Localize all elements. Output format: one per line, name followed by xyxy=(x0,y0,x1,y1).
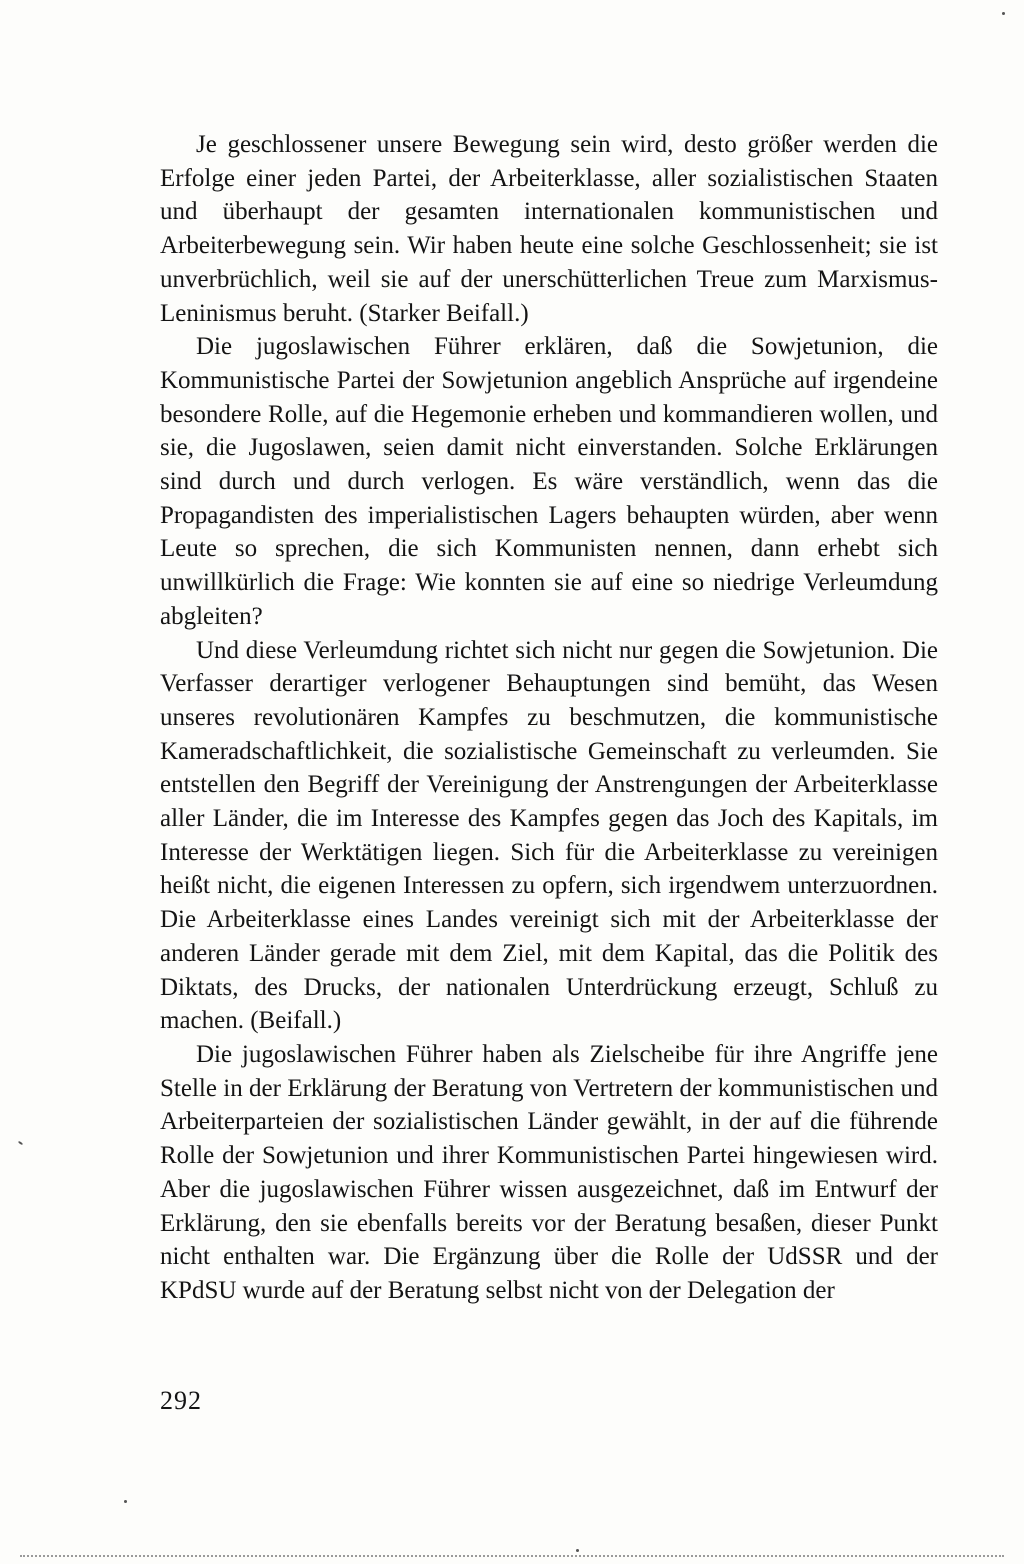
scan-speck xyxy=(1002,12,1005,15)
paragraph-3: Und diese Verleumdung richtet sich nicht nur gegen die Sowjetunion. Die Verfasser derartiger verlogener Behauptungen sind bemüht, das Wesen unseres revolutionären Kampfes zu beschmutzen, die kommunistische Kameradschaftlichkeit, die sozialistische Gemeinschaft zu verleumden. Sie entstellen den Begriff der Vereinigung der Anstrengungen der Arbeiterklasse aller Länder, die im Interesse des Kampfes gegen das Joch des Kapitals, im Interesse der Werktätigen liegen. Sich für die Arbeiterklasse zu vereinigen heißt nicht, die eigenen Interessen zu opfern, sich irgendwem unterzuordnen. Die Arbeiterklasse eines Landes vereinigt sich mit der Arbeiterklasse der anderen Länder gerade mit dem Ziel, mit dem Kapital, das die Politik des Diktats, des Drucks, der nationalen Unterdrückung erzeugt, Schluß zu machen. (Beifall.) xyxy=(160,636,938,1035)
scan-speck xyxy=(576,1549,579,1552)
scan-bottom-edge xyxy=(20,1555,1004,1557)
scan-speck xyxy=(18,1141,23,1146)
paragraph-2: Die jugoslawischen Führer erklären, daß die Sowjetunion, die Kommunistische Partei der Sowjetunion angeblich Ansprüche auf irgendeine besondere Rolle, auf die Hegemonie erheben und kommandieren wollen, und sie, die Jugoslawen, seien damit nicht einverstanden. Solche Erklärungen sind durch und durch verlogen. Es wäre verständlich, wenn das die Propagandisten des imperialistischen Lagers behaupten würden, aber wenn Leute so sprechen, die sich Kommunisten nennen, dann erhebt sich unwillkürlich die Frage: Wie konnten sie auf eine so niedrige Verleumdung abgleiten? xyxy=(160,333,938,630)
paragraph-1: Je geschlossener unsere Bewegung sein wird, desto größer werden die Erfolge einer jeden Partei, der Arbeiterklasse, aller sozialistischen Staaten und überhaupt der gesamten internationalen kommunistischen und Arbeiterbewegung sein. Wir haben heute eine solche Geschlossenheit; sie ist unverbrüchlich, weil sie auf der unerschütterlichen Treue zum Marxismus-Leninismus beruht. (Starker Beifall.) xyxy=(160,131,938,327)
body-text xyxy=(160,128,938,1308)
scan-speck xyxy=(124,1500,127,1503)
page-number: 292 xyxy=(160,1386,202,1415)
paragraph-4: Die jugoslawischen Führer haben als Zielscheibe für ihre Angriffe jene Stelle in der Erklärung der Beratung von Vertretern der kommunistischen und Arbeiterparteien der sozialistischen Länder gewählt, in der auf die führende Rolle der Sowjetunion und ihrer Kommunistischen Partei hingewiesen wird. Aber die jugoslawischen Führer wissen ausgezeichnet, daß im Entwurf der Erklärung, den sie ebenfalls bereits vor der Beratung besaßen, dieser Punkt nicht enthalten war. Die Ergänzung über die Rolle der UdSSR und der KPdSU wurde auf der Beratung selbst nicht von der Delegation der xyxy=(160,1040,938,1304)
